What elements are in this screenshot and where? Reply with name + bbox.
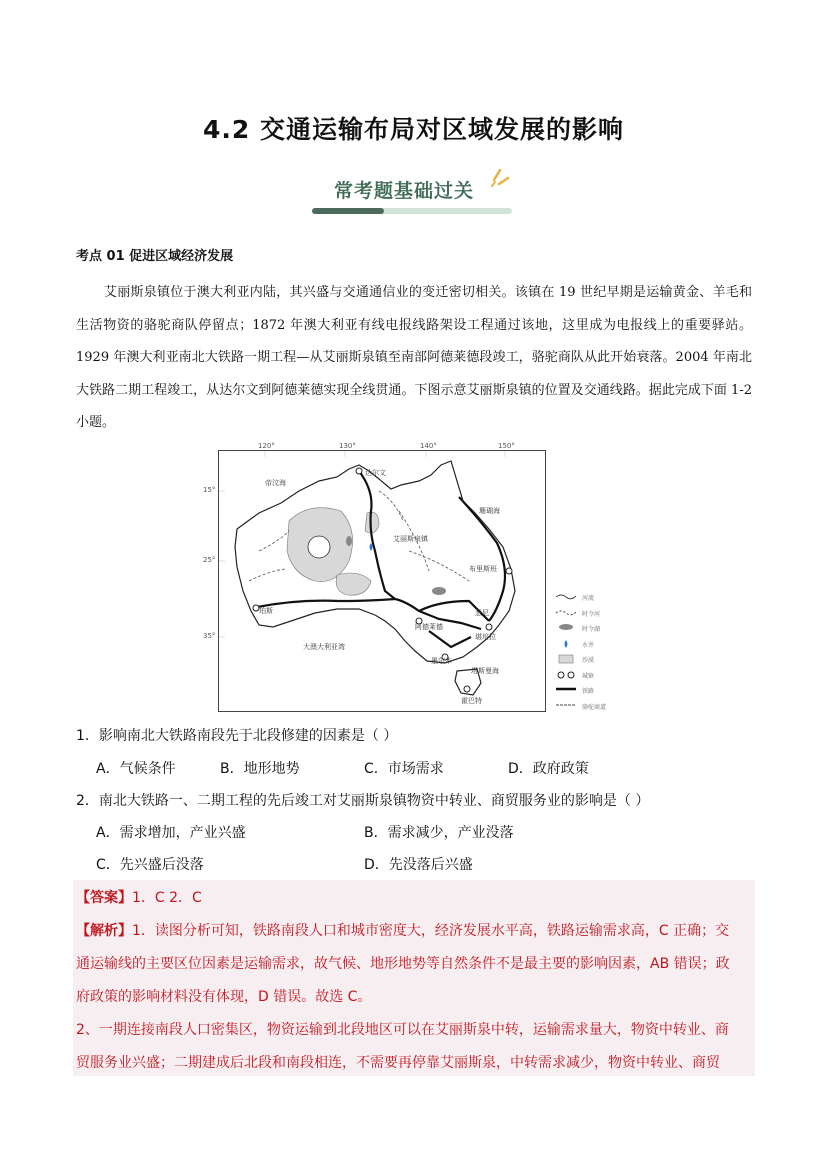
desert-central [365,512,379,533]
map-label: 大澳大利亚湾 [303,643,345,651]
legend-item: 骆驼商道 [582,703,607,711]
q2-option-c[interactable]: C．先兴盛后没落 [96,857,204,873]
legend-item: 时令河 [555,606,645,622]
analysis-text: 通运输线的主要区位因素是运输需求，故气候、地形地势等自然条件不是最主要的影响因素，AB 错误；政 [76,956,730,972]
map-label: 艾丽斯泉镇 [393,535,428,543]
map-label: 墨尔本 [431,657,452,665]
q2-option-a[interactable]: A．需求增加，产业兴盛 [96,825,246,841]
map-label: 珀斯 [259,607,273,615]
legend-item: 铁路 [582,688,595,695]
longitude-label: 140° [420,442,437,450]
legend-item: 河流 [555,590,645,606]
map-label: 达尔文 [365,469,386,477]
analysis-label: 【解析】 [76,923,132,939]
banner-text: 常考题基础过关 [334,180,475,202]
q2-option-d[interactable]: D．先没落后兴盛 [364,857,473,873]
legend-item: 城镇 [555,668,645,684]
analysis-line [76,920,729,940]
legend-item: 水井 [555,637,645,653]
section-banner [312,168,517,218]
australia-map [218,450,546,712]
spark-icon [490,168,510,192]
longitude-label: 130° [339,442,356,450]
longitude-label: 120° [258,442,275,450]
q1-option-c[interactable]: C．市场需求 [364,761,444,777]
answer-label: 【答案】 [76,890,132,906]
analysis-text: 2、一期连接南段人口密集区，物资运输到北段地区可以在艾丽斯泉中转，运输需求量大，物资中转业、商 [76,1022,729,1038]
longitude-label: 150° [498,442,515,450]
latitude-label: 35° [203,632,216,640]
q1-option-d[interactable]: D．政府政策 [508,761,589,777]
banner-bar-accent [312,208,384,214]
passage-text: 艾丽斯泉镇位于澳大利亚内陆，其兴盛与交通通信业的变迁密切相关。该镇在 19 世纪早期是运输黄金、羊毛和生活物资的骆驼商队停留点；1872 年澳大利亚有线电报线路架设工程通过该地，这里成为电报线上的重要驿站。1929 年澳大利亚南北大铁路一期工程—从艾丽斯泉镇至南部阿德莱德段竣工，骆驼商队从此开始衰落。2004 年南北大铁路二期工程竣工，从达尔文到阿德莱德实现全线贯通。下图示意艾丽斯泉镇的位置及交通线路。据此完成下面 1-2 小题。 [76,285,752,430]
answer-section [73,880,755,1076]
analysis-text: 1．读图分析可知，铁路南段人口和城市密度大，经济发展水平高，铁路运输需求高，C 正确；交 [132,923,730,939]
analysis-text: 府政策的影响材料没有体现，D 错误。故选 C。 [76,989,372,1005]
analysis-text: 贸服务业兴盛；二期建成后北段和南段相连，不需要再停靠艾丽斯泉，中转需求减少，物资中转业、商贸 [76,1055,720,1071]
latitude-label: 15° [203,486,216,494]
map-label: 塔斯曼海 [471,667,499,675]
map-label: 珊瑚海 [479,507,500,515]
question-2: 2．南北大铁路一、二期工程的先后竣工对艾丽斯泉镇物资中转业、商贸服务业的影响是（ ） [76,793,650,809]
page-title: 4.2 交通运输布局对区域发展的影响 [203,115,624,144]
legend-item: 时令湖 [555,621,645,637]
australia-coastline [235,461,515,663]
map-legend [555,590,645,714]
map-svg [219,451,545,711]
map-label: 霍巴特 [461,697,482,705]
answer-text: 1．C 2．C [132,890,202,906]
reading-passage [76,277,752,440]
question-1: 1．影响南北大铁路南段先于北段修建的因素是（ ） [76,728,398,744]
map-label: 阿德莱德 [415,623,443,631]
answer-line [76,887,202,907]
legend-item: 沙漠 [555,652,645,668]
map-label: 帝汶海 [265,479,286,487]
q2-option-b[interactable]: B．需求减少，产业没落 [364,825,514,841]
section-heading: 考点 01 促进区域经济发展 [76,249,234,264]
map-label: 堪培拉 [475,633,496,641]
q1-option-a[interactable]: A．气候条件 [96,761,176,777]
latitude-label: 25° [203,556,216,564]
q1-option-b[interactable]: B．地形地势 [220,761,300,777]
map-label: 布里斯班 [469,565,497,573]
map-label: 悉尼 [475,609,489,617]
